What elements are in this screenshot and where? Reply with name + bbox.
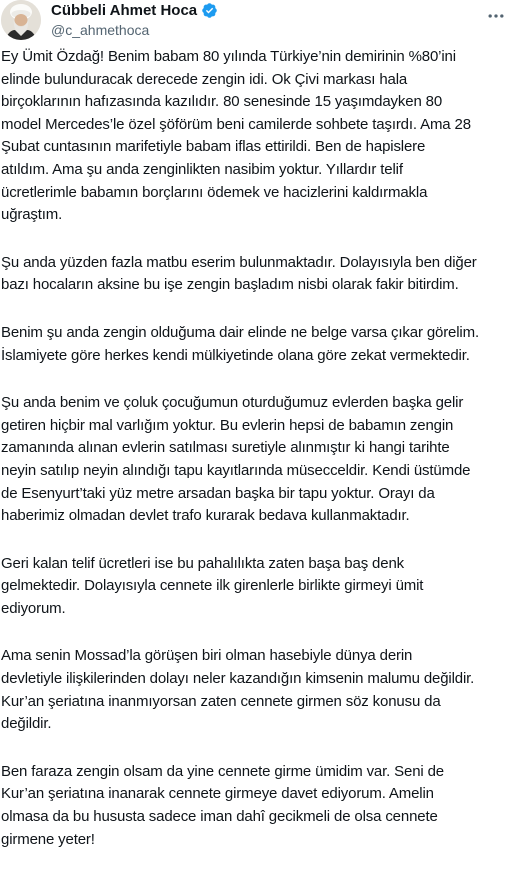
display-name[interactable]: Cübbeli Ahmet Hoca xyxy=(51,2,198,19)
tweet-paragraph: Ey Ümit Özdağ! Benim babam 80 yılında Türkiye’nin demirinin %80’ini elinde bulunduracak derecede zengin idi. Ok Çivi markası hala birçoklarının hafızasında kazılıdır. 80 senesinde 15 yaşımdayken 80 model Mercedes’le özel şöförüm beni camilerde sohbete taşırdı. Ama 28 Şubat cuntasının marifetiyle babam iflas ettirildi. Ben de hapislere atıldım. Ama şu anda zenginlikten nasibim yoktur. Yıllardır telif ücretlerimle babamın borçlarını ödemek ve hacizlerini kaldırmakla uğraştım. xyxy=(1,48,471,224)
tweet-paragraph: Geri kalan telif ücretleri ise bu pahalılıkta zaten başa baş denk gelmektedir. Dolayısıyla cennete ilk girenlerle birlikte girmeyi ümit ediyorum. xyxy=(1,554,424,617)
tweet-paragraph: Ama senin Mossad’la görüşen biri olman hasebiyle dünya derin devletiyle ilişkilerinden dolayı neler kazandığın kimsenin malumu değildir. Kur’an şeriatına inanmıyorsan zaten cennete girmen söz konusu da değildir. xyxy=(1,647,475,733)
author-handle[interactable]: @c_ahmethoca xyxy=(51,22,150,38)
tweet-header xyxy=(0,0,512,40)
avatar-image xyxy=(1,0,41,40)
tweet-paragraph: Şu anda yüzden fazla matbu eserim bulunmaktadır. Dolayısıyla ben diğer bazı hocaların aksine bu işe zengin başladım nisbi olarak fakir bitirdim. xyxy=(1,253,477,294)
tweet-paragraph: Ben faraza zengin olsam da yine cennete girme ümidim var. Seni de Kur’an şeriatına inanarak cennete girmeye davet ediyorum. Amelin olmasa da bu hususta sadece iman dahî gecikmeli de olsa cennete girmene yeter! xyxy=(1,762,444,848)
avatar[interactable] xyxy=(1,0,41,40)
more-options-icon[interactable] xyxy=(486,6,506,26)
tweet-paragraph: Şu anda benim ve çoluk çocuğumun oturduğumuz evlerden başka gelir getiren hiçbir mal varlığım yoktur. Bu evlerin hepsi de babamın zengin zamanında alınan evlerin satılması suretiyle alınmıştır ki hangi tarihte neyin satılıp neyin alındığı tapu kayıtlarında müsecceldir. Kendi üstümde de Esenyurt’taki yüz metre arsadan başka bir tapu yoktur. Orayı da haberimiz olmadan devlet trafo kurarak bedava kullanmaktadır. xyxy=(1,394,471,525)
verified-badge-icon xyxy=(201,2,218,19)
author-block xyxy=(51,1,218,38)
name-row xyxy=(51,1,218,20)
tweet-text xyxy=(1,46,509,876)
tweet-paragraph: Benim şu anda zengin olduğuma dair elinde ne belge varsa çıkar görelim. İslamiyete göre herkes kendi mülkiyetinde olana göre zekat vermektedir. xyxy=(1,323,479,364)
